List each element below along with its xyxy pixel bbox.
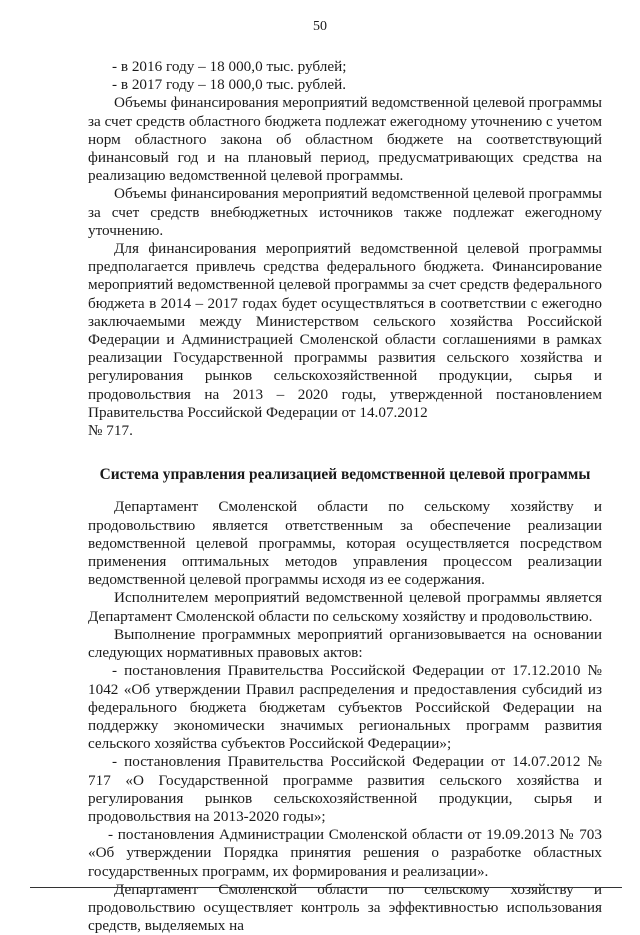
paragraph: Объемы финансирования мероприятий ведомственной целевой программы за счет средств внебюджетных источников также подлежат ежегодному уточнению. [88, 185, 602, 239]
paragraph: Выполнение программных мероприятий организовывается на основании следующих нормативных правовых актов: [88, 625, 602, 662]
page-number: 50 [313, 19, 327, 34]
list-item: - в 2016 году – 18 000,0 тыс. рублей; [112, 58, 347, 75]
footer-divider [30, 887, 622, 888]
paragraph: Исполнителем мероприятий ведомственной целевой программы является Департамент Смоленской области по сельскому хозяйству и продовольствию. [88, 589, 602, 625]
paragraph: Объемы финансирования мероприятий ведомственной целевой программы за счет средств областного бюджета подлежат ежегодному уточнению с учетом норм областного закона об областном бюджете на соответствующий финансовый год и на плановый период, предусматривающих средства на реализацию ведомственной целевой программы. [88, 94, 602, 185]
paragraph-tail: № 717. [88, 422, 133, 440]
paragraph: Департамент Смоленской области по сельскому хозяйству и продовольствию является ответственным за обеспечение реализации ведомственной целевой программы, которая осуществляется посредством применения оптимальных методов управления процессом реализации ведомственной целевой программы исходя из ее содержания. [88, 498, 602, 589]
section-heading: Система управления реализацией ведомственной целевой программы [99, 466, 591, 484]
document-body [88, 58, 602, 935]
list-item: - постановления Правительства Российской Федерации от 17.12.2010 № 1042 «Об утверждении Правил распределения и предоставления субсидий из федерального бюджета бюджетам субъектов Российской Федерации на поддержку экономически значимых региональных программ развития сельского хозяйства субъектов Российской Федерации»; [88, 662, 602, 753]
paragraph: Департамент Смоленской области по сельскому хозяйству и продовольствию осуществляет контроль за эффективностью использования средств, выделяемых на [88, 880, 602, 935]
list-item: - в 2017 году – 18 000,0 тыс. рублей. [112, 76, 347, 94]
paragraph: Для финансирования мероприятий ведомственной целевой программы предполагается привлечь средства федерального бюджета. Финансирование мероприятий ведомственной целевой программы за счет средств федерального бюджета в 2014 – 2017 годах будет осуществляться в соответствии с ежегодно заключаемыми между Министерством сельского хозяйства Российской Федерации и Администрацией Смоленской области соглашениями в рамках реализации Государственной программы развития сельского хозяйства и регулирования рынков сельскохозяйственной продукции, сырья и продовольствия на 2013 – 2020 годы, утвержденной постановлением Правительства Российской Федерации от 14.07.2012 [88, 240, 602, 421]
list-item: - постановления Правительства Российской Федерации от 14.07.2012 № 717 «О Государственной программе развития сельского хозяйства и регулирования рынков сельскохозяйственной продукции, сырья и продовольствия на 2013-2020 годы»; [88, 753, 602, 825]
list-item: - постановления Администрации Смоленской области от 19.09.2013 № 703 «Об утверждении Порядка принятия решения о разработке областных государственных программ, их формирования и реализации». [88, 826, 602, 880]
